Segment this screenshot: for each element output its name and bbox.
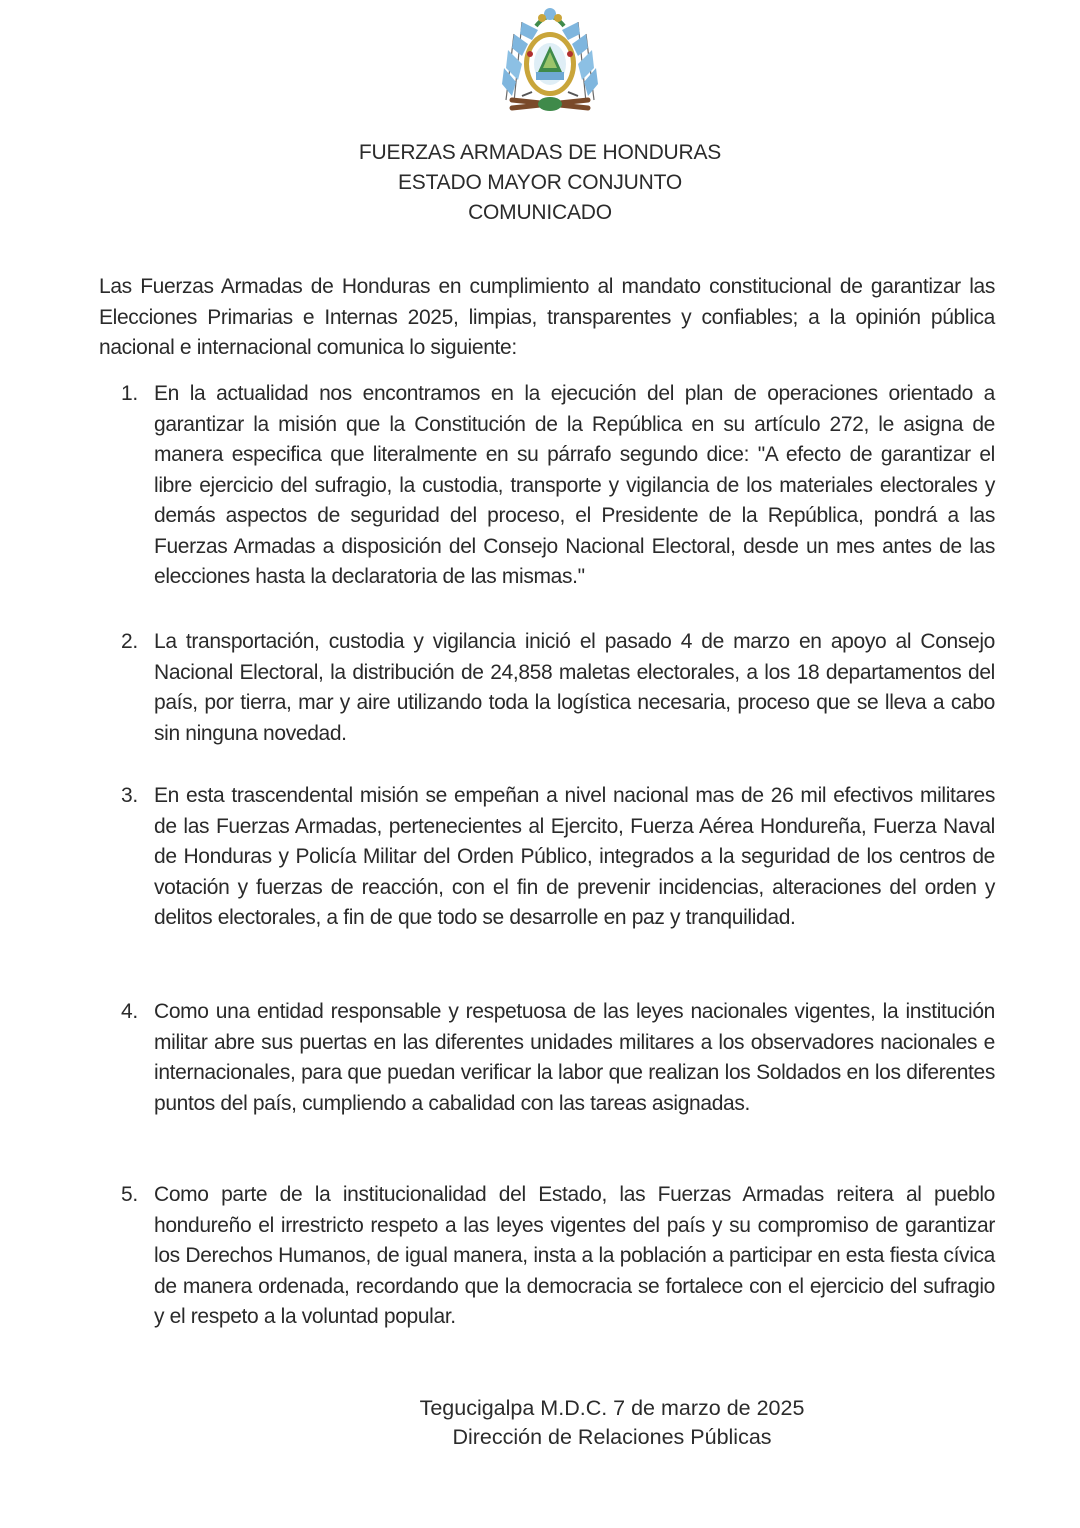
numbered-item	[121, 627, 995, 749]
numbered-item	[121, 781, 995, 934]
crest-top	[536, 8, 564, 26]
central-oval	[524, 32, 576, 96]
item-text: La transportación, custodia y vigilancia inició el pasado 4 de marzo en apoyo al Consejo Nacional Electoral, la distribución de 24,858 maletas electorales, a los 18 departamentos del país, por tierra, mar y aire utilizando toda la logística necesaria, proceso que se lleva a cabo sin ninguna novedad.	[154, 630, 995, 745]
item-text: Como una entidad responsable y respetuosa de las leyes nacionales vigentes, la institución militar abre sus puertas en las diferentes unidades militares a los observadores nacionales e internacionales, para que puedan verificar la labor que realizan los Soldados en los diferentes puntos del país, cumpliendo a cabalidad con las tareas asignadas.	[154, 1000, 995, 1115]
header-institution: FUERZAS ARMADAS DE HONDURAS	[358, 141, 722, 164]
document-footer	[72, 1394, 1080, 1452]
issuing-office: Dirección de Relaciones Públicas	[452, 1425, 772, 1449]
header-document-type: COMUNICADO	[468, 201, 612, 224]
header-department: ESTADO MAYOR CONJUNTO	[398, 171, 682, 194]
item-number: 5.	[121, 1183, 138, 1206]
item-number: 3.	[121, 784, 138, 807]
intro-paragraph: Las Fuerzas Armadas de Honduras en cumplimiento al mandato constitucional de garantizar las Elecciones Primarias e Internas 2025, limpias, transparentes y confiables; a la opinión pública nacional e internacional comunica lo siguiente:	[99, 275, 995, 359]
numbered-item	[121, 1180, 995, 1333]
coat-of-arms-seal	[492, 4, 608, 122]
item-number: 4.	[121, 1000, 138, 1023]
item-text: En esta trascendental misión se empeñan a nivel nacional mas de 26 mil efectivos militares de las Fuerzas Armadas, pertenecientes al Ejercito, Fuerza Aérea Hondureña, Fuerza Naval de Honduras y Policía Militar del Orden Público, integrados a la seguridad de los centros de votación y fuerzas de reacción, con el fin de prevenir incidencias, alteraciones del orden y delitos electorales, a fin de que todo se desarrolle en paz y tranquilidad.	[154, 784, 995, 929]
document-header	[0, 138, 1080, 228]
item-number: 1.	[121, 382, 138, 405]
place-and-date: Tegucigalpa M.D.C. 7 de marzo de 2025	[419, 1396, 805, 1420]
numbered-item	[121, 997, 995, 1119]
item-text: En la actualidad nos encontramos en la ejecución del plan de operaciones orientado a garantizar la misión que la Constitución de la República en su artículo 272, le asigna de manera especifica que literalmente en su párrafo segundo dice: "A efecto de garantizar el libre ejercicio del sufragio, la custodia, transporte y vigilancia de los materiales electorales y demás aspectos de seguridad del proceso, el Presidente de la República, pondrá a las Fuerzas Armadas a disposición del Consejo Nacional Electoral, desde un mes antes de las elecciones hasta la declaratoria de las mismas."	[154, 382, 995, 588]
numbered-item	[121, 379, 995, 593]
item-number: 2.	[121, 630, 138, 653]
item-text: Como parte de la institucionalidad del Estado, las Fuerzas Armadas reitera al pueblo hondureño el irrestricto respeto a las leyes vigentes del país y su compromiso de garantizar los Derechos Humanos, de igual manera, insta a la población a participar en esta fiesta cívica de manera ordenada, recordando que la democracia se fortalece con el ejercicio del sufragio y el respeto a la voluntad popular.	[154, 1183, 995, 1328]
